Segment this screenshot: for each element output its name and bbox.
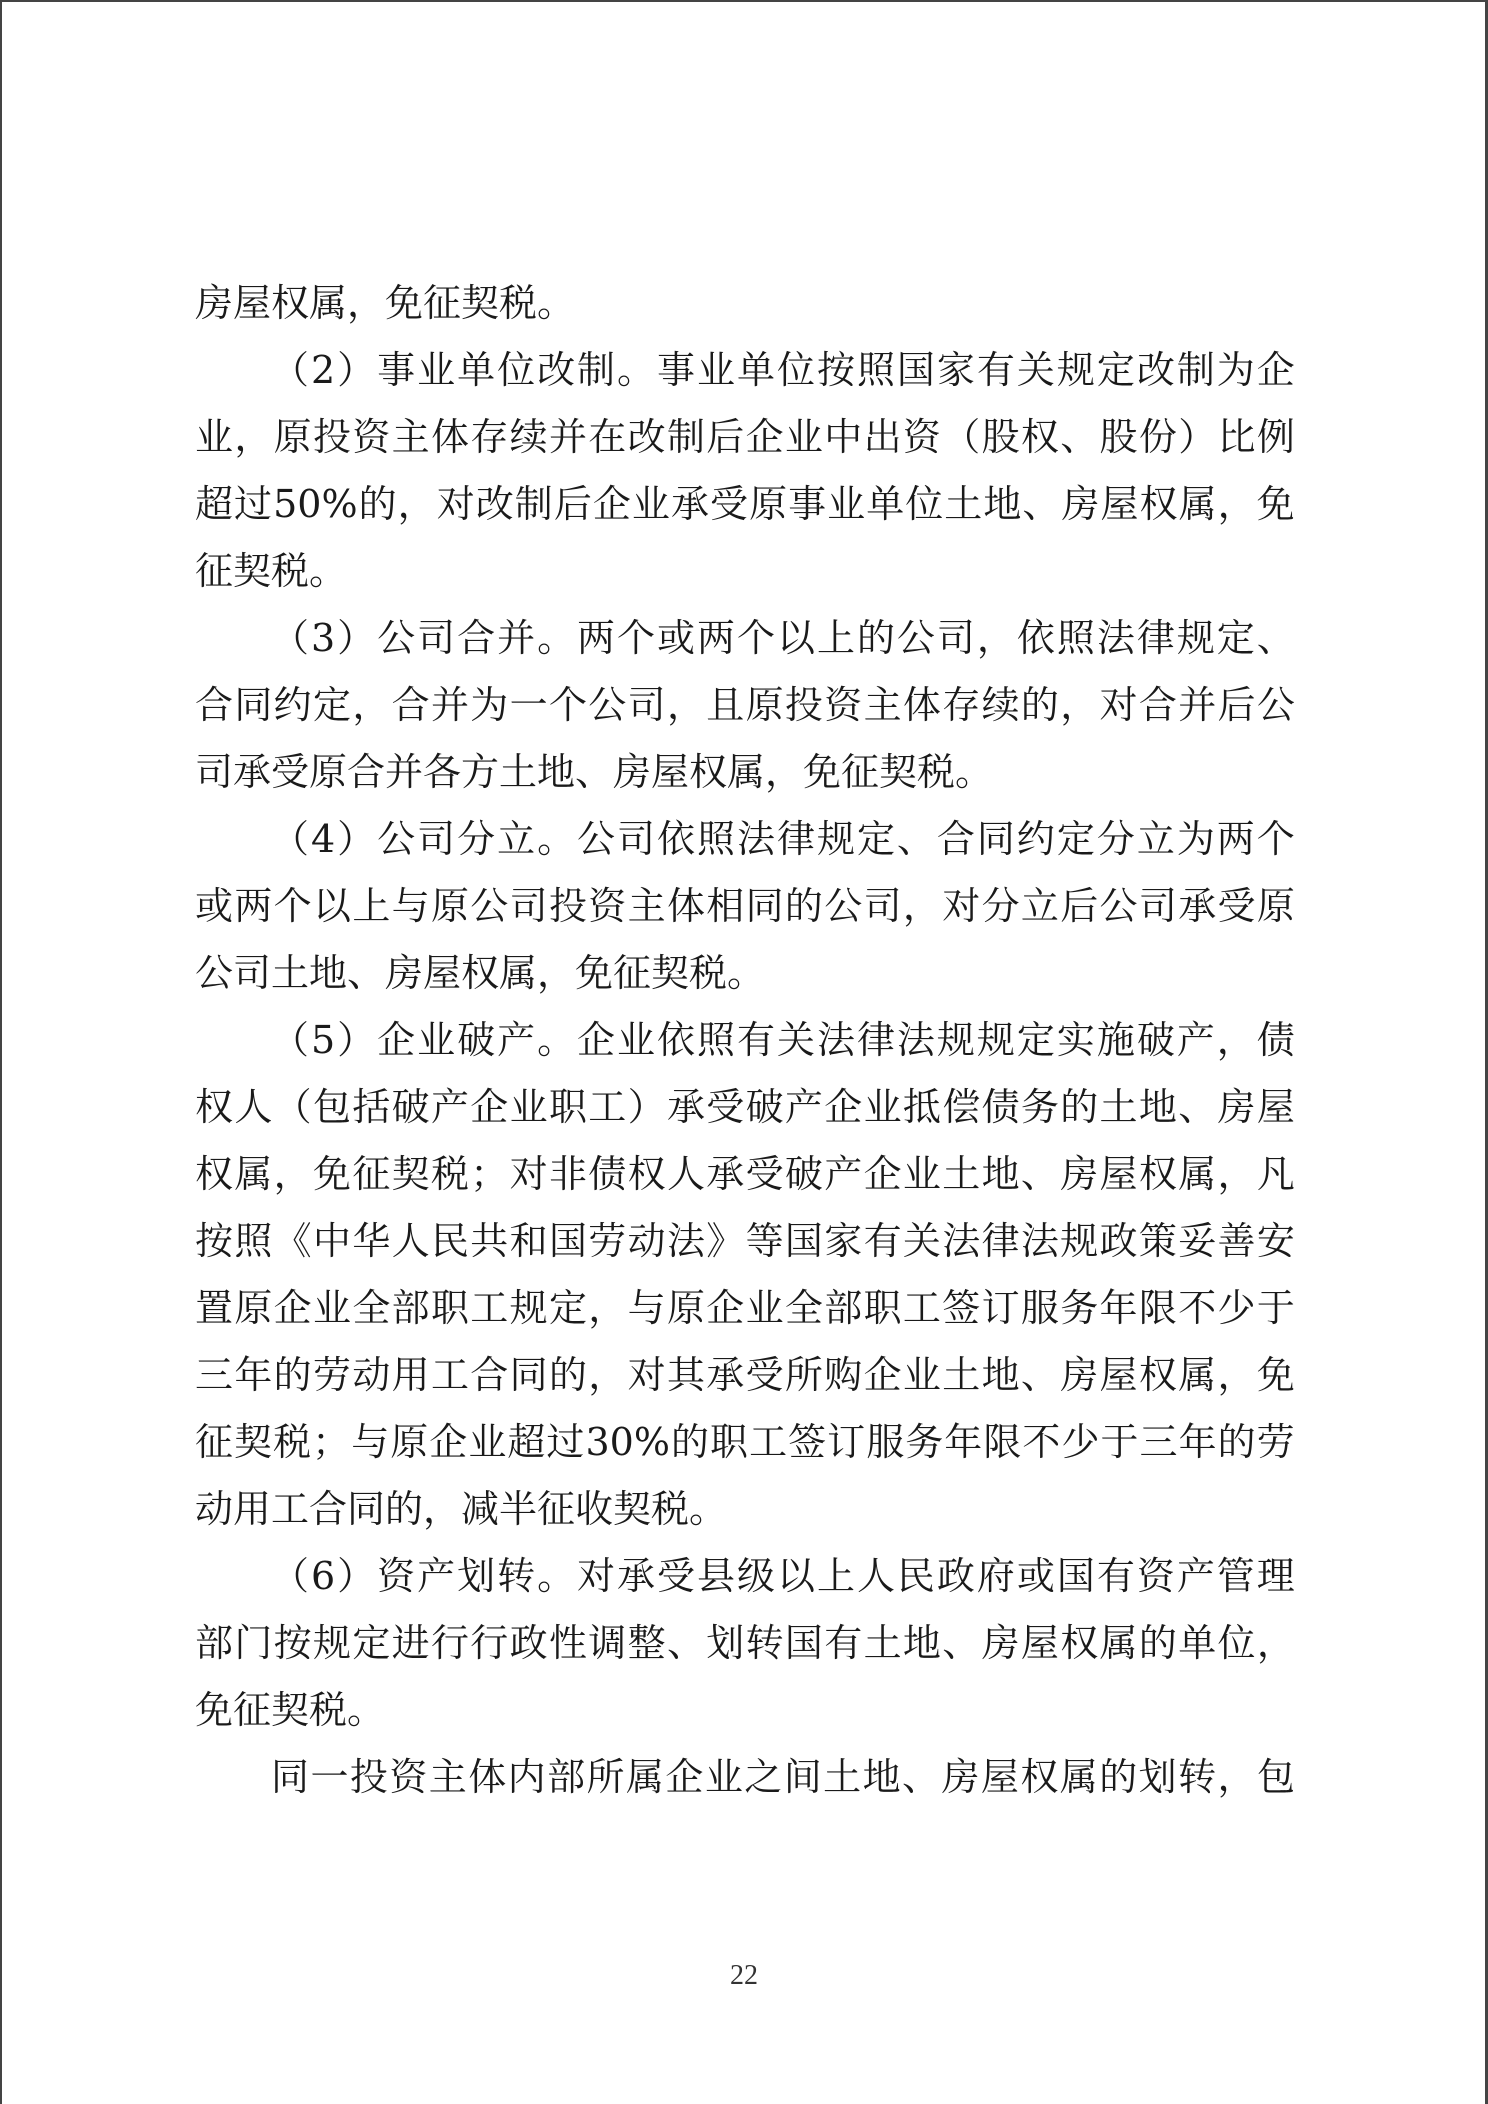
text-line: 超 过 50% 的 ， 对 改 制 后 企 业 承 受 原 事 业 单 位 土 地 、 房 屋 权 属 ， 免	[195, 482, 1295, 526]
text-line: （ 4 ） 公 司 分 立 。 公 司 依 照 法 律 规 定 、 合 同 约 定 分 立 为 两 个	[271, 817, 1295, 861]
text-line: （ 6 ） 资 产 划 转 。 对 承 受 县 级 以 上 人 民 政 府 或 国 有 资 产 管 理	[271, 1554, 1295, 1598]
page-number: 22	[730, 1960, 758, 1991]
text-line: 司承受原合并各方土地、房屋权属，免征契税。	[195, 750, 994, 794]
text-line: 权 人 （ 包 括 破 产 企 业 职 工 ） 承 受 破 产 企 业 抵 偿 债 务 的 土 地 、 房 屋	[195, 1085, 1295, 1129]
text-line: （ 2 ） 事 业 单 位 改 制 。 事 业 单 位 按 照 国 家 有 关 规 定 改 制 为 企	[271, 348, 1295, 392]
text-line: 按 照 《 中 华 人 民 共 和 国 劳 动 法 》 等 国 家 有 关 法 律 法 规 政 策 妥 善 安	[195, 1219, 1295, 1263]
text-line: 征 契 税 ； 与 原 企 业 超 过 30% 的 职 工 签 订 服 务 年 限 不 少 于 三 年 的 劳	[195, 1420, 1295, 1464]
text-line: 征契税。	[195, 549, 348, 593]
text-line: 权 属 ， 免 征 契 税 ； 对 非 债 权 人 承 受 破 产 企 业 土 地 、 房 屋 权 属 ， 凡	[195, 1152, 1295, 1196]
document-body	[195, 270, 1295, 1811]
text-line: （ 3 ） 公 司 合 并 。 两 个 或 两 个 以 上 的 公 司 ， 依 照 法 律 规 定 、	[271, 616, 1295, 660]
text-line: 业 ， 原 投 资 主 体 存 续 并 在 改 制 后 企 业 中 出 资 （ 股 权 、 股 份 ） 比 例	[195, 415, 1295, 459]
text-line: 置 原 企 业 全 部 职 工 规 定 ， 与 原 企 业 全 部 职 工 签 订 服 务 年 限 不 少 于	[195, 1286, 1295, 1330]
text-line: 免征契税。	[195, 1688, 386, 1732]
text-line: 部 门 按 规 定 进 行 行 政 性 调 整 、 划 转 国 有 土 地 、 房 屋 权 属 的 单 位 ，	[195, 1621, 1295, 1665]
text-line: 合 同 约 定 ， 合 并 为 一 个 公 司 ， 且 原 投 资 主 体 存 续 的 ， 对 合 并 后 公	[195, 683, 1295, 727]
text-line: 三 年 的 劳 动 用 工 合 同 的 ， 对 其 承 受 所 购 企 业 土 地 、 房 屋 权 属 ， 免	[195, 1353, 1295, 1397]
text-line: 房屋权属，免征契税。	[195, 281, 576, 325]
text-line: 同 一 投 资 主 体 内 部 所 属 企 业 之 间 土 地 、 房 屋 权 属 的 划 转 ， 包	[271, 1755, 1295, 1799]
text-line: 公司土地、房屋权属，免征契税。	[195, 951, 766, 995]
text-line: （ 5 ） 企 业 破 产 。 企 业 依 照 有 关 法 律 法 规 规 定 实 施 破 产 ， 债	[271, 1018, 1295, 1062]
text-line: 动用工合同的，减半征收契税。	[195, 1487, 728, 1531]
text-line: 或 两 个 以 上 与 原 公 司 投 资 主 体 相 同 的 公 司 ， 对 分 立 后 公 司 承 受 原	[195, 884, 1295, 928]
